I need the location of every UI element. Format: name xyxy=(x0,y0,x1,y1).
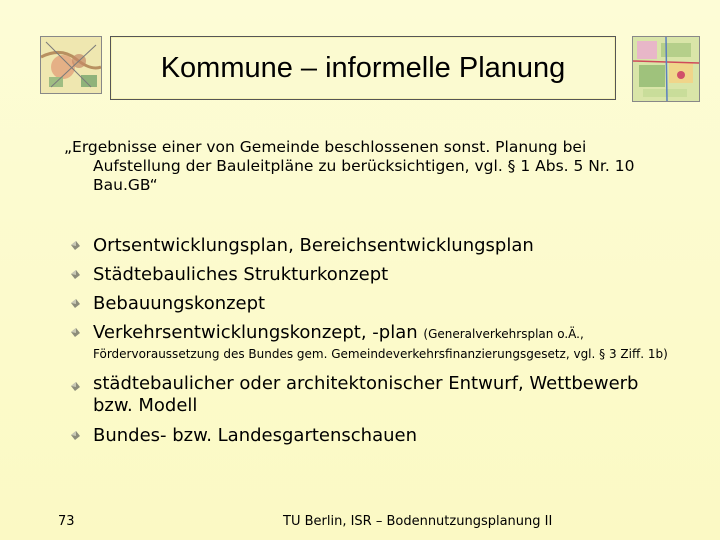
city-map-thumbnail xyxy=(40,36,102,94)
bullet-list xyxy=(70,231,670,450)
footer-text: TU Berlin, ISR – Bodennutzungsplanung II xyxy=(283,514,553,529)
bullet-icon xyxy=(70,240,81,251)
land-use-map-thumbnail xyxy=(632,36,700,102)
map-image-right xyxy=(633,37,699,101)
bullet-note: Fördervoraussetzung des Bundes gem. Gemeindeverkehrsfinanzierungsgesetz, vgl. § 3 Ziff. 1b) xyxy=(93,347,668,361)
bullet-icon xyxy=(70,327,81,338)
list-item xyxy=(70,421,670,450)
list-item xyxy=(70,370,670,421)
list-item xyxy=(70,318,670,349)
page-number: 73 xyxy=(58,514,75,529)
bullet-text: Bebauungskonzept xyxy=(93,293,266,314)
bullet-icon xyxy=(70,381,81,392)
list-item xyxy=(70,289,670,318)
quote-line-2: Aufstellung der Bauleitpläne zu berücksichtigen, vgl. § 1 Abs. 5 Nr. 10 Bau.GB“ xyxy=(93,157,635,194)
map-image-left xyxy=(41,37,101,93)
list-item xyxy=(70,231,670,260)
title-box xyxy=(110,36,616,100)
bullet-icon xyxy=(70,269,81,280)
bullet-text: Verkehrsentwicklungskonzept, -plan xyxy=(93,322,418,343)
list-item xyxy=(70,260,670,289)
bullet-icon xyxy=(70,298,81,309)
page-title: Kommune – informelle Planung xyxy=(160,51,566,84)
bullet-text: städtebaulicher oder architektonischer Entwurf, Wettbewerb bzw. Modell xyxy=(93,373,639,416)
bullet-text: Bundes- bzw. Landesgartenschauen xyxy=(93,425,417,446)
quote-block xyxy=(64,138,664,195)
bullet-text: Ortsentwicklungsplan, Bereichsentwicklungsplan xyxy=(93,235,534,256)
quote-line-1: „Ergebnisse einer von Gemeinde beschlossenen sonst. Planung bei xyxy=(64,138,587,156)
bullet-icon xyxy=(70,430,81,441)
bullet-note-inline: (Generalverkehrsplan o.Ä., xyxy=(423,327,584,341)
bullet-text: Städtebauliches Strukturkonzept xyxy=(93,264,389,285)
